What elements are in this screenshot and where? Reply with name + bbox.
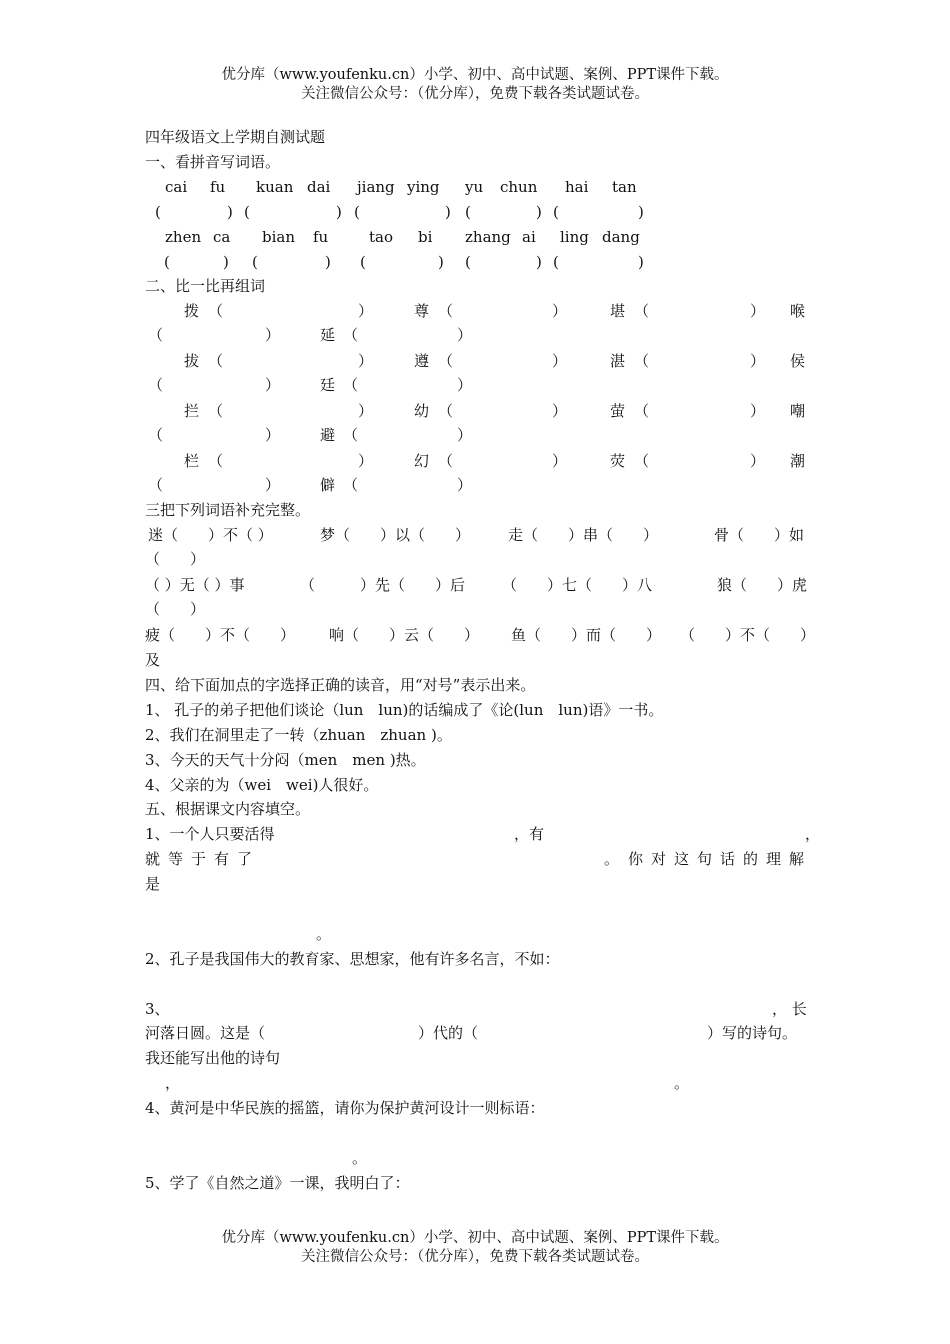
- paren: ）: [457, 326, 473, 344]
- pinyin: hai: [565, 178, 589, 196]
- question: 3、今天的天气十分闷（men men )热。: [145, 751, 426, 769]
- pinyin: dai: [307, 178, 331, 196]
- paren: （: [343, 376, 359, 394]
- idiom: 响（ ）云（ ）: [329, 626, 480, 644]
- pinyin: bi: [418, 228, 433, 246]
- question: 我还能写出他的诗句: [145, 1049, 281, 1067]
- idiom: 骨（ ）如: [714, 526, 805, 544]
- paren: (: [164, 253, 170, 271]
- question: 是: [145, 875, 161, 893]
- paren: ): [223, 253, 229, 271]
- pinyin: ying: [407, 178, 440, 196]
- question: 4、黄河是中华民族的摇篮，请你为保护黄河设计一则标语：: [145, 1099, 545, 1117]
- paren: ): [438, 253, 444, 271]
- question: 。: [316, 925, 332, 943]
- char: 萤: [610, 402, 626, 420]
- pinyin: fu: [313, 228, 329, 246]
- pinyin: fu: [210, 178, 226, 196]
- char: 幼: [414, 402, 430, 420]
- paren: （: [634, 352, 650, 370]
- char: 栏: [184, 452, 200, 470]
- paren: ）: [552, 452, 568, 470]
- paren: ）: [457, 426, 473, 444]
- char: 遵: [414, 352, 430, 370]
- header-line-2: 关注微信公众号：（优分库），免费下载各类试题试卷。: [301, 86, 649, 102]
- paren: ）: [358, 352, 374, 370]
- paren: ): [638, 203, 644, 221]
- char: 荧: [610, 452, 626, 470]
- pinyin: dang: [602, 228, 640, 246]
- char: 廷: [320, 376, 336, 394]
- paren: （: [438, 402, 454, 420]
- question: ）写的诗句。: [707, 1024, 798, 1042]
- paren: ）: [457, 376, 473, 394]
- paren: (: [553, 203, 559, 221]
- idiom: 走（ ）串（ ）: [508, 526, 659, 544]
- char: 有: [214, 850, 230, 868]
- paren: （: [208, 302, 224, 320]
- char: 于: [191, 850, 207, 868]
- question: 1、一个人只要活得: [145, 825, 275, 843]
- section-1-heading: 一、看拼音写词语。: [145, 153, 281, 171]
- char: 拔: [184, 352, 200, 370]
- paren: （: [438, 452, 454, 470]
- paren: ）: [265, 476, 281, 494]
- pinyin: zhang: [465, 228, 511, 246]
- paren: （: [208, 402, 224, 420]
- paren: ）: [358, 302, 374, 320]
- question: 河落日圆。这是（: [145, 1024, 266, 1042]
- question: 1、 孔子的弟子把他们谈论（lun lun)的话编成了《论(lun lun)语》一书。: [145, 701, 664, 719]
- question: 2、我们在洞里走了一转（zhuan zhuan )。: [145, 726, 452, 744]
- char: 句: [697, 850, 713, 868]
- question: 2、孔子是我国伟大的教育家、思想家，他有许多名言，不如：: [145, 950, 560, 968]
- paren: ）: [265, 326, 281, 344]
- paren: （: [208, 452, 224, 470]
- pinyin: tan: [612, 178, 637, 196]
- paren: (: [360, 253, 366, 271]
- char: 。: [604, 850, 620, 868]
- idiom: 迷（ ）不（ ）: [148, 526, 273, 544]
- pinyin: zhen: [165, 228, 202, 246]
- idiom: （ ）七（ ）八: [502, 576, 653, 594]
- paren: ): [536, 203, 542, 221]
- idiom: （ ）: [145, 600, 206, 618]
- char: 潮: [790, 452, 806, 470]
- paren: （: [634, 452, 650, 470]
- char: 延: [320, 326, 336, 344]
- idiom: 狼（ ）虎: [717, 576, 808, 594]
- paren: （: [438, 352, 454, 370]
- paren: ）: [750, 402, 766, 420]
- paren: （: [148, 426, 164, 444]
- paren: (: [465, 203, 471, 221]
- paren: ）: [552, 352, 568, 370]
- paren: （: [343, 326, 359, 344]
- char: 了: [237, 850, 253, 868]
- paren: ): [227, 203, 233, 221]
- pinyin: ai: [522, 228, 536, 246]
- paren: (: [252, 253, 258, 271]
- char: 湛: [610, 352, 626, 370]
- pinyin: ling: [560, 228, 589, 246]
- section-4-heading: 四、给下面加点的字选择正确的读音，用“对号”表示出来。: [145, 676, 536, 694]
- char: 避: [320, 426, 336, 444]
- paren: ）: [750, 302, 766, 320]
- pinyin: tao: [369, 228, 394, 246]
- page-title: 四年级语文上学期自测试题: [145, 128, 326, 146]
- idiom: 鱼（ ）而（ ）: [511, 626, 662, 644]
- paren: ）: [552, 402, 568, 420]
- section-3-heading: 三把下列词语补充完整。: [145, 501, 311, 519]
- paren: ): [536, 253, 542, 271]
- paren: ）: [552, 302, 568, 320]
- paren: （: [634, 302, 650, 320]
- idiom: 梦（ ）以（ ）: [320, 526, 471, 544]
- paren: （: [148, 376, 164, 394]
- header-line-1: 优分库（www.youfenku.cn）小学、初中、高中试题、案例、PPT课件下载。: [221, 67, 729, 83]
- pinyin: chun: [500, 178, 538, 196]
- char: 理: [766, 850, 782, 868]
- paren: ): [336, 203, 342, 221]
- pinyin: ca: [213, 228, 231, 246]
- paren: (: [465, 253, 471, 271]
- paren: （: [208, 352, 224, 370]
- idiom: （ ）先（ ）后: [300, 576, 466, 594]
- paren: ）: [358, 402, 374, 420]
- char: 僻: [320, 476, 336, 494]
- question: ，: [165, 1074, 181, 1092]
- idiom: （ ）: [145, 550, 206, 568]
- question: ，有: [514, 825, 545, 843]
- char: 幻: [414, 452, 430, 470]
- section-2-heading: 二、比一比再组词: [145, 277, 266, 295]
- char: 嘲: [790, 402, 806, 420]
- idiom: 及: [145, 651, 161, 669]
- paren: ): [445, 203, 451, 221]
- question: ）代的（: [418, 1024, 479, 1042]
- question: 5、学了《自然之道》一课，我明白了：: [145, 1174, 410, 1192]
- char: 话: [720, 850, 736, 868]
- char: 喉: [790, 302, 806, 320]
- char: 解: [789, 850, 805, 868]
- char: 侯: [790, 352, 806, 370]
- char: 尊: [414, 302, 430, 320]
- paren: ）: [750, 352, 766, 370]
- paren: （: [148, 326, 164, 344]
- pinyin: bian: [262, 228, 296, 246]
- char: 你: [628, 850, 644, 868]
- paren: (: [354, 203, 360, 221]
- question: 4、父亲的为（wei wei)人很好。: [145, 776, 379, 794]
- paren: （: [438, 302, 454, 320]
- paren: ): [325, 253, 331, 271]
- char: 等: [168, 850, 184, 868]
- question: ，: [805, 825, 821, 843]
- pinyin: kuan: [256, 178, 294, 196]
- char: 这: [674, 850, 690, 868]
- question: 3、: [145, 1000, 170, 1018]
- question: 。: [352, 1149, 368, 1167]
- idiom: （ ）无（ ）事: [145, 576, 245, 594]
- paren: （: [634, 402, 650, 420]
- pinyin: jiang: [357, 178, 395, 196]
- pinyin: yu: [465, 178, 484, 196]
- paren: ): [638, 253, 644, 271]
- footer-line-2: 关注微信公众号：（优分库），免费下载各类试题试卷。: [301, 1249, 649, 1265]
- paren: ）: [265, 426, 281, 444]
- char: 堪: [610, 302, 626, 320]
- char: 就: [145, 850, 161, 868]
- char: 的: [743, 850, 759, 868]
- paren: ）: [358, 452, 374, 470]
- paren: （: [343, 426, 359, 444]
- paren: ）: [750, 452, 766, 470]
- question: ， 长: [772, 1000, 807, 1018]
- section-5-heading: 五、根据课文内容填空。: [145, 800, 311, 818]
- paren: （: [148, 476, 164, 494]
- char: 拨: [184, 302, 200, 320]
- paren: (: [553, 253, 559, 271]
- idiom: 疲（ ）不（ ）: [145, 626, 296, 644]
- pinyin: cai: [165, 178, 188, 196]
- paren: ）: [457, 476, 473, 494]
- paren: (: [244, 203, 250, 221]
- char: 拦: [184, 402, 200, 420]
- question: 。: [674, 1074, 690, 1092]
- paren: （: [343, 476, 359, 494]
- paren: (: [155, 203, 161, 221]
- idiom: （ ）不（ ）: [680, 626, 816, 644]
- footer-line-1: 优分库（www.youfenku.cn）小学、初中、高中试题、案例、PPT课件下载。: [221, 1230, 729, 1246]
- char: 对: [651, 850, 667, 868]
- paren: ）: [265, 376, 281, 394]
